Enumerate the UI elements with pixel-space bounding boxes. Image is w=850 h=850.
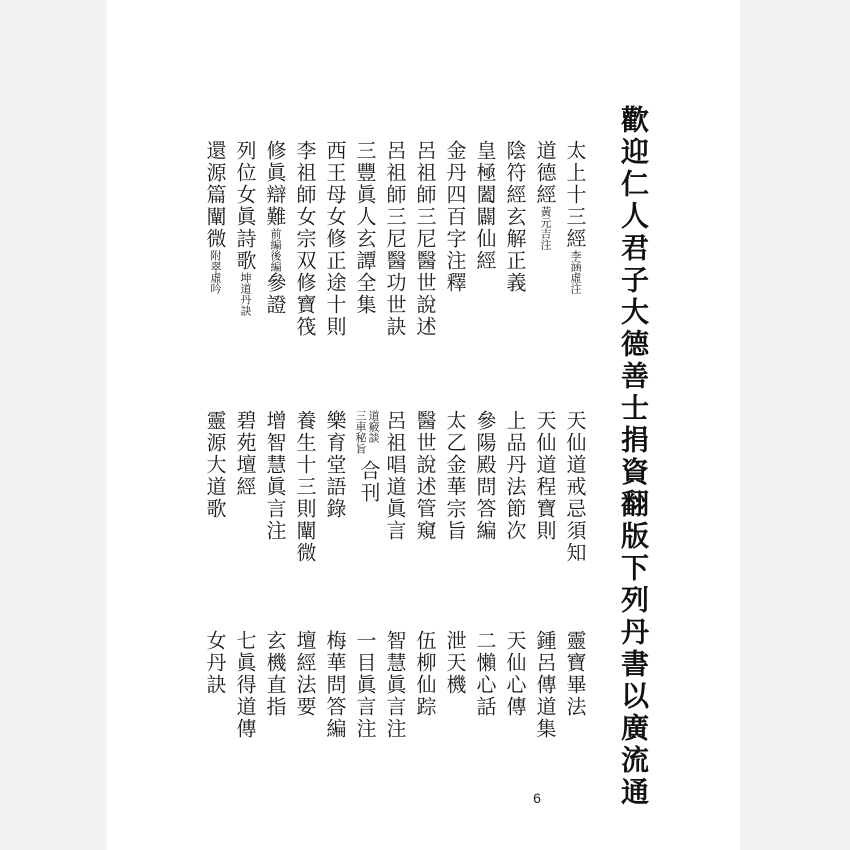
book-title: 靈源大道歌 [203, 410, 227, 520]
book-title [561, 140, 590, 294]
book-title: 七眞得道傳 [233, 630, 257, 740]
book-title: 泄天機 [443, 630, 467, 696]
book-title-note: 前編後編 [269, 228, 282, 272]
book-title: 梅華問答編 [323, 630, 347, 740]
book-title: 天仙道戒忌須知 [563, 410, 587, 564]
book-title: 上品丹法節次 [503, 410, 527, 542]
book-title [231, 140, 260, 316]
book-title-main: 太上十三經 [563, 140, 587, 250]
book-title: 智慧眞言注 [383, 630, 407, 740]
book-title [201, 140, 230, 294]
book-title-tail: 參證 [263, 272, 287, 316]
book-title: 樂育堂語錄 [323, 410, 347, 520]
book-title: 太乙金華宗旨 [443, 410, 467, 542]
book-title: 三豐眞人玄譚全集 [353, 140, 377, 316]
book-title [531, 140, 560, 250]
book-title: 呂祖師三尼醫功世訣 [383, 140, 407, 338]
book-title: 玄機直指 [263, 630, 287, 718]
page-heading: 歡迎仁人君子大德善士捐資翻版下列丹書以廣流通 [617, 105, 650, 809]
book-title: 一目眞言注 [353, 630, 377, 740]
book-title-note: 道竅談 [367, 410, 380, 443]
book-title: 醫世說述管窺 [413, 410, 437, 542]
book-title-note: 附翠虛吟 [209, 250, 222, 294]
book-title: 金丹四百字注釋 [443, 140, 467, 294]
book-title: 靈寶畢法 [563, 630, 587, 718]
book-title: 鍾呂傳道集 [533, 630, 557, 740]
book-title: 陰符經玄解正義 [503, 140, 527, 294]
book-title: 呂祖唱道眞言 [383, 410, 407, 542]
book-title [350, 410, 380, 530]
book-title: 二懶心話 [473, 630, 497, 718]
book-title: 增智慧眞言注 [263, 410, 287, 542]
book-title: 碧苑壇經 [233, 410, 257, 498]
book-title: 天仙道程寶則 [533, 410, 557, 542]
book-title-main: 道德經 [533, 140, 557, 206]
book-title-main: 還源篇闡微 [203, 140, 227, 250]
book-title-main: 合刊 [357, 460, 381, 504]
book-title: 皇極闔闢仙經 [473, 140, 497, 272]
book-title: 參陽殿問答編 [473, 410, 497, 542]
book-title: 呂祖師三尼醫世說述 [413, 140, 437, 338]
book-title: 女丹訣 [203, 630, 227, 696]
book-title-main: 列位女眞詩歌 [233, 140, 257, 272]
book-title-note: 黃元吉注 [539, 206, 552, 250]
page-number: 6 [533, 790, 541, 806]
book-page [107, 0, 740, 850]
book-title: 李祖師女宗双修寶筏 [293, 140, 317, 338]
book-title: 天仙心傳 [503, 630, 527, 718]
book-title-note: 坤道丹訣 [239, 272, 252, 316]
book-title-note: 李涵虛注 [569, 250, 582, 294]
book-title: 西王母女修正途十則 [323, 140, 347, 338]
book-title-note: 三車秘旨 [354, 410, 367, 454]
book-title: 伍柳仙踪 [413, 630, 437, 718]
book-title: 壇經法要 [293, 630, 317, 718]
book-title-main: 修眞辯難 [263, 140, 287, 228]
book-title: 養生十三則闡微 [293, 410, 317, 564]
book-title [261, 140, 290, 316]
